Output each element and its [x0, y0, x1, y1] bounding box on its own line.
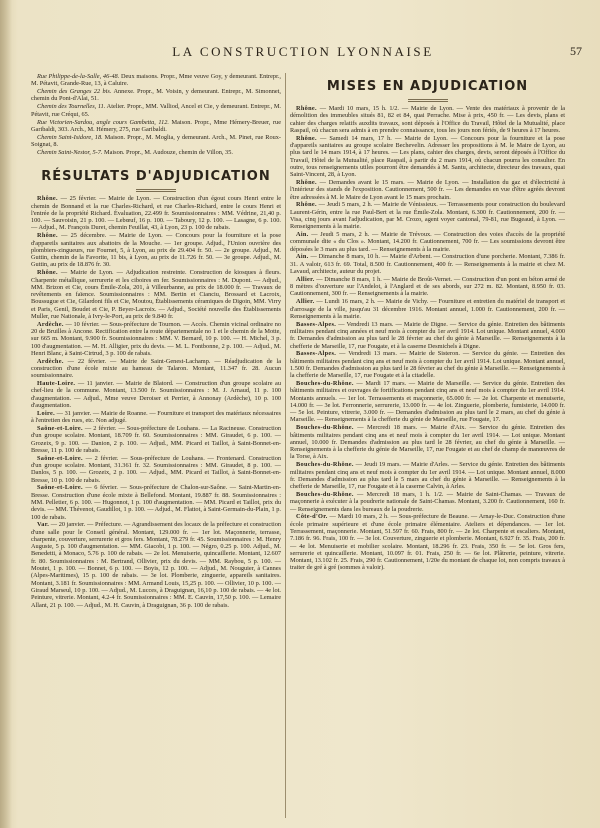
entry-text: — Dimanche 8 mars, 10 h. — Mairie d'Arbent. — Construction d'une porcherie. Montant, 7.386 fr. 31. A valoir, 613 fr. 69. Total, 8.500 fr. Cautionnement, 400 fr. — Renseignements à la mairie et chez M. Lavaud, architecte, auteur du projet.: [290, 253, 565, 276]
page-header: [24, 44, 582, 64]
entry-text: — 11 janvier. — Mairie de Blatord. — Construction d'un groupe scolaire au chef-lieu de la commune. Montant, 13.500 fr. Soumissionnaires : M. J. Arnaud, 11 p. 100 d'augmentation. — Adjud., Mme veuve Deroiser et Perrier, à Annonay (Ardèche), 10 p. 100 d'augmentation.: [31, 380, 281, 410]
list-item: [290, 201, 565, 230]
entry-place: Var.: [37, 521, 50, 529]
entry-text: — Mercredi 18 mars. — Mairie d'Aix. — Service du génie. Entretien des bâtiments militaires pendant cinq ans et neuf mois à compter du 1er avril 1914. — Lot unique. Montant annuel, 10.000 fr. Demandes d'admission au plus tard le 28 février, au chef du génie à Marseille. — Renseignements à la chefferie du génie de Marseille, 17, rue Fougate et au chef de champ de manœuvres de la Torse, à Aix.: [290, 424, 565, 461]
entry-text: Deux maisons. Propr., Mme veuve Goy, y demeurant. Entrepr., M. Pétavit, Grande-Rue, 13, à Caluire.: [31, 73, 281, 88]
list-item: [31, 425, 281, 454]
binding-shadow: [0, 0, 12, 828]
list-item: [290, 276, 565, 298]
entry-place: Rhône.: [37, 232, 58, 240]
list-item: [31, 195, 281, 231]
page-number: 57: [570, 44, 582, 58]
entry-text: — 20 janvier. — Préfecture. — Agrandissement des locaux de la préfecture et construction d'une salle pour le Conseil général. Montant, 129.000 fr. — 1er lot. Maçonnerie, terrasse, charpente, couverture, serrurerie et gros fers. Montant, 78.279 fr. 45. Soumissionnaires : M. Henry Auguste, 5 p. 100 d'augmentation. — MM. Giacobi, 1 p. 100. — Négro, 0.25 p. 100. Adjud., M. Benedetti, à Monaco, 5.76 p. 100 de rabais. — 2e lot. Menuiserie, quincaillerie. Montant, 12.607 fr. 80. Soumissionnaires : M. Bertrand, Ollivier, prix du devis. — MM. Raybou, 5 p. 100. — Moutet, 1 p. 100. — Bonnet, 6 p. 100. — Boyis, 12 p. 100. — Adjud., M. Nouguier, à Cannes (Alpes-Maritimes), 15 p. 100 de rabais. — 3e lot. Plomberie, zinguerie, appareils sanitaires. Montant, 3.181 fr. Soumissionnaires : MM. Armand Louis, 15,25 p. 100. — Ollivier, 10 p. 100. — Giraud Marseul, 10 p. 100. — Adjud., M. Lucces, à Draguignan, 16,10 p. 100 de rabais. — 4e lot. Peinture, vitrerie. Montant, 4.2-4 fr. Soumissionnaires : MM. E. Cauvin, 17,50 p. 100. — Lemaire Allant, 21 p. 100. — Adjud., M. H. Cauvin, à Draguignan, 36 p. 100 de rabais.: [31, 521, 281, 609]
entry-text: — 25 février. — Mairie de Lyon. — Construction d'un égout cours Henri entre le chemin de Bonnand et la rue Charles-Richard, et rue Charles-Richard, entre le cours Henri et l'entrée de la propriété Richard. Évaluation, 22.499 fr. Soumissionnaires : MM. Védrine, 21,40 p. 100. — Sauvoisin, 21 p. 100. — Lebœuf, 16 p. 100. — Taboury, 12 p. 100. — Lasagne, 6 p. 100. — Adjud., M. François Duret, chemin Feuillat, 43, à Lyon, 23 p. 100 de rabais.: [31, 195, 281, 232]
list-item: [290, 321, 565, 350]
list-item: [31, 134, 281, 149]
list-item: [290, 491, 565, 513]
entry-text: — 22 février. — Mairie de Saint-Genest-Lachamp. — Réadjudication de la construction d'une école mixte au hameau de Talaron. Montant, 11.347 fr. 28. Aucun soumissionnaire.: [31, 357, 281, 380]
entry-place: Bouches-du-Rhône.: [296, 490, 354, 498]
entry-place: Ardèche.: [37, 357, 64, 365]
entry-text: — Mercredi 18 mars, 1 h. 1/2. — Mairie de Saint-Chamas. — Travaux de maçonnerie à exécuter à la poudrerie nationale de Saint-Chamas. Montant, 3.200 fr. Cautionnement, 160 fr. — Renseignements dans les bureaux de la poudrerie.: [290, 490, 565, 513]
list-item: [290, 253, 565, 275]
entry-text: — 2 février. — Sous-préfecture de Louhans. — La Racineuse. Construction d'un groupe scolaire. Montant, 18.709 fr. 60. Soumissionnaires : MM. Giraudet, 6 p. 100. — Grozeix, 9 p. 100. — Danion, 2 p. 100. — Adjud., MM. Picard et Taillot, à Saint-Bonnet-en-Bresse, 11 p. 100 de rabais.: [31, 424, 281, 454]
tenders-list: [290, 105, 565, 572]
entry-place: Rhône.: [37, 269, 58, 277]
entry-place: Bouches-du-Rhône.: [296, 379, 354, 387]
entry-place: Basses-Alpes.: [296, 320, 337, 328]
journal-title: LA CONSTRUCTION LYONNAISE: [172, 44, 434, 59]
list-item: [31, 380, 281, 409]
entry-place: Bouches-du-Rhône.: [296, 424, 354, 432]
entry-place: Saône-et-Loire.: [37, 454, 83, 462]
list-item: [31, 484, 281, 520]
entry-place: Loire.: [37, 409, 55, 417]
list-item: [31, 149, 281, 156]
entry-text: — 31 janvier. — Mairie de Roanne. — Fourniture et transport des matériaux nécessaires à l'entretien des rues, etc. Non adjugé.: [31, 409, 281, 425]
entry-text: — Mardi 17 mars. — Mairie de Marseille. — Service du génie. Entretien des bâtiments militaires et ouvrages de fortifications pendant cinq ans et neuf mois à compter du 1er avril 1914. Montants annuels. — 1er lot. Terrassements et maçonnerie, 65.000 fr. — 2e lot. Charpente et menuiserie, 14.000 fr. — 3e lot. Ferronnerie, serrurerie, 13.000 fr. — 4e lot. Zinguerie, plomberie, fumisterie, 14.000 fr. — 5e lot. Peinture, vitrerie, 3.000 fr. — Demandes d'admission au plus tard le 2 mars, au chef du génie à Marseille. — Renseignements à la chefferie du génie de Marseille, rue Fougate, 17.: [290, 379, 565, 424]
list-item: [31, 358, 281, 380]
entry-text: — 10 février. — Sous-préfecture de Tournon. — Accès. Chemin vicinal ordinaire no 20 de Bruilles à Ancone. Rectification entre la route départementale no 1 et le chemin de la Motte, sur 665 m. Montant, 9.900 fr. Soumissionnaires : MM. V. Bernard, 10 p. 100. — H. Michel, 3 p. 100 d'augmentation. — M. H. Alligier, prix du devis. — M. L. Fontbonne, 2 p. 100. — Adjud., M. Henri Blanc, à Saint-Cirtrud, 3 p. 100 de rabais.: [31, 320, 281, 357]
entry-place: Allier.: [296, 298, 315, 306]
list-item: [31, 232, 281, 268]
section-rule: [136, 189, 176, 192]
entry-place: Côte-d'Or.: [296, 513, 328, 521]
list-item: [290, 350, 565, 379]
entry-text: — Demandes avant le 15 mars. — Mairie de Lyon. — Installation du gaz et d'électricité à l'intérieur des stands de l'exposition. Cautionnement, 500 fr. — Les demandes en vue d'être agréés devront être adressées à M. le Maire de Lyon avant le 15 mars prochain.: [290, 178, 565, 201]
list-item: [31, 521, 281, 609]
right-column: [290, 73, 565, 818]
list-item: [290, 298, 565, 320]
section-rule: [408, 99, 448, 102]
entry-text: — Lundi 16 mars, 2 h. — Mairie de Vichy. — Fourniture et entretien du matériel de transport et d'arrosage de la ville, jusqu'au 31 décembre 1916. Montant annuel, 1.000 fr. Cautionnement, 200 fr. — Renseignements à la mairie.: [290, 298, 565, 320]
list-item: [290, 380, 565, 424]
entry-text: — Vendredi 13 mars. — Mairie de Digne. — Service du génie. Entretien des bâtiments militaires pendant cinq années et neuf mois à compter du 1er avril 1914. Lot unique. Montant annuel, 4.000 fr. Demandes d'admission au plus tard le 28 février au chef du génie à Marseille. — Renseignements à la chefferie de Marseille, 17, rue Fougate, et à la caserne Desmichels à Digne.: [290, 320, 565, 350]
entry-text: — Dimanche 8 mars, 1 h. — Mairie de Broût-Vernet. — Construction d'un pont en béton armé de 8 mètres d'ouverture sur l'Andelot, à l'Anglard et de ses abords, sur 272 m. 82. Montant, 8.950 fr. 03. Cautionnement, 300 fr. — Renseignements à la mairie.: [290, 275, 565, 298]
list-item: [290, 135, 565, 179]
results-section-title: RÉSULTATS D'ADJUDICATION: [41, 169, 271, 185]
list-item: [290, 424, 565, 460]
entry-place: Ain.: [296, 231, 309, 239]
entry-place: Saône-et-Loire.: [37, 424, 83, 432]
address-lead: Chemin Saint-Isidore, 18.: [37, 133, 103, 141]
entry-place: Allier.: [296, 275, 315, 283]
list-item: [31, 410, 281, 425]
list-item: [31, 103, 281, 118]
entry-text: — Mairie de Lyon. — Adjudication restreinte. Construction de kiosques à fleurs. Charpente métallique, serrurerie et les ciboires en fer. Soumissionnaires : M. Dupont. — Adjud., MM. Brizon et Cie, cours Émile-Zola, 201, à Villeurbanne, au prix de 18.000 fr. — Travaux de revêtements en faïence. Soumissionnaires : MM. Bertin et Cianciu, Brossard et Lacroix, Boussugue et Cie, Gilardoni fils et Cie, Moutou, Établissements céramiques de Digoin, MM. Virry et Paris, Genil, Boudet et Cie, P. Beyer-Lacroix. — Adjud., Société nouvelle des Établissements Muller, rue Nationale, à Ivry-le-Port, au prix de 9.840 fr.: [31, 269, 281, 320]
left-column: [31, 73, 281, 818]
entry-text: — 2 février. — Sous-préfecture de Louhans. — Frontenard. Construction d'un groupe scolaire. Montant, 31.361 fr. 32. Soumissionnaires : MM. Giraudet, 8 p. 100. — Danlos, 5 p. 100. — Grozeix, 2 p. 100. — Adjud., MM. Picard et Taillot, à Saint-Bonnet-en-Bresse, 10 p. 100 de rabais.: [31, 454, 281, 484]
entry-text: — 25 décembre. — Mairie de Lyon. — Concours pour la fourniture et la pose d'appareils sanitaires aux abattoirs de la Mouche. — 1er groupe. Adjud., l'Union ouvrière des plombiers-zingueurs, rue Fournet, 5, à Lyon, au prix de 29.404 fr. 50. — 2e groupe. Adjud., M. Guttin, chemin de la Favorite, 11 bis, à Lyon, au prix de 11.726 fr. 50. — 3e groupe. Adjud., M. Guttin, au prix de 18.876 fr. 30.: [31, 232, 281, 269]
entry-text: Maison. Propr., Mme Hémery-Breuer, rue Garibaldi, 303. Arch., M. Hémery, 275, rue Garibaldi.: [31, 118, 281, 133]
list-item: [31, 455, 281, 484]
entry-place: Rhône.: [37, 195, 58, 203]
list-item: [31, 88, 281, 103]
entry-text: — Jeudi 5 mars, 2 h. — Mairie de Trévoux. — Construction des voies d'accès de la propriété communale dite « du Clos ». Montant, 14.200 fr. Cautionnement, 700 fr. — Les soumissions devront être déposées le 3 mars au plus tard. — Renseignements à la mairie.: [290, 231, 565, 253]
entry-place: Rhône.: [296, 105, 317, 112]
tenders-section-title: MISES EN ADJUDICATION: [326, 79, 529, 94]
list-item: [31, 269, 281, 320]
address-lead: Chemin Saint-Nestor, 5-7.: [37, 148, 103, 156]
construction-permits-list: [31, 73, 281, 156]
address-lead: Chemin des Granges 22 bis.: [37, 88, 112, 96]
address-lead: Rue Philippe-de-la-Salle, 46-48.: [37, 73, 120, 80]
entry-place: Bouches-du-Rhône.: [296, 461, 354, 469]
entry-text: — 6 février. — Sous-préfecture de Chalon-sur-Saône. — Saint-Martin-en-Bresse. Construction d'une école mixte à Bellefond. Montant, 19.887 fr. 88. Soumissionnaires : MM. Pelletier, 6 p. 100. — Hugonnot, 1 p. 100 d'augmentation. — MM. Picard et Taillot, prix du devis. — MM. Thévenot, Gaudillot, 1 p. 100. — Adjud., M. Flattot, à Saint-Germain-du-Plain, 1 p. 100 de rabais.: [31, 484, 281, 521]
entry-place: Ain.: [296, 253, 309, 261]
entry-text: — Jeudi 5 mars, 2 h. — Mairie de Vénissieux. — Terrassements pour construction du boulevard Laurent-Gérin, entre la rue Paul-Bert et la rue Émile-Zola. Montant, 6.300 fr. Cautionnement, 200 fr. — Visa, cinq jours avant l'adjudication, par M. Crozo, agent voyer cantonal, 79-81, rue Bugeaud, à Lyon. — Renseignements à la mairie.: [290, 201, 565, 231]
list-item: [290, 179, 565, 201]
results-list: [31, 195, 281, 609]
entry-place: Rhône.: [296, 178, 317, 186]
entry-text: Maison. Propr., M. Moglia, y demeurant. Arch., M. Pinet, rue Roux-Soignat, 8.: [31, 133, 281, 149]
list-item: [31, 73, 281, 88]
entry-text: — Samedi 14 mars, 17 h. — Mairie de Lyon. — Concours pour la fourniture et la pose d'appareils sanitaires au groupe scolaire Bechevelin. Adresser les propositions à M. le Maire de Lyon, au plus tard le 14 mars 1914, à 17 heures. — Les plans, cahier des charges, devis, seront déposés à l'Office du Travail, Hôtel de la Mutualité, place Raspail, à partir du 2 mars 1914, où chacun pourra les consulter. En outre, tous renseignements utiles pourront être demandés à M. Santu, architecte, directeur des travaux, quai Saint-Vincent, 28, à Lyon.: [290, 134, 565, 179]
entry-text: — Jeudi 19 mars. — Mairie d'Arles. — Service du génie. Entretien des bâtiments militaires pendant cinq ans et neuf mois à compter du 1er avril 1914. — Lot unique. Montant annuel, 8.000 fr. Demandes d'admission au plus tard le 5 mars au chef du génie à Marseille. — Renseignements à la chefferie de Marseille, 17, rue Fougate et à la caserne Calvin, à Arles.: [290, 461, 565, 491]
list-item: [290, 461, 565, 490]
list-item: [290, 231, 565, 253]
list-item: [31, 119, 281, 134]
entry-place: Rhône.: [296, 201, 317, 209]
address-lead: Chemin des Tournelles, 11.: [37, 103, 106, 111]
entry-place: Haute-Loire.: [37, 380, 76, 388]
entry-text: — Mardi 10 mars, 15 h. 1/2. — Mairie de Lyon. — Vente des matériaux à provenir de la démolition des immeubles situés 81, 82 et 84, quai Perrache. Mise à prix, 450 fr. — Les devis, plans et cahier des charges relatifs auxdits travaux, sont déposés à l'Office du Travail, Hôtel de la Mutualité, place Raspail, où chacun sera admis à en prendre connaissance, tous les jours non fériés, de 9 heures à 17 heures.: [290, 105, 565, 134]
list-item: [290, 105, 565, 134]
entry-text: Atelier. Propr., MM. Valliod, Ancel et Cie, y demeurant. Entrepr., M. Pétavit, rue Créqui, 65.: [31, 103, 281, 118]
list-item: [31, 321, 281, 357]
entry-place: Basses-Alpes.: [296, 350, 337, 358]
entry-text: Maison. Propr., M. Audouze, chemin de Villon, 35.: [102, 148, 233, 156]
address-lead: Rue Victorien-Sardou, angle cours Gambetta, 112.: [37, 118, 169, 126]
column-divider: [285, 73, 286, 818]
entry-place: Rhône.: [296, 134, 317, 142]
list-item: [290, 513, 565, 571]
entry-text: — Mardi 10 mars, 2 h. — Sous-préfecture de Beaune. — Arnay-le-Duc. Construction d'une école primaire supérieure et d'une école primaire élémentaire. Ateliers et dépendances. — 1er lot. Terrassement, maçonnerie. Montant, 51.597 fr. 60. Frais, 800 fr. — 2e lot. Charpente et escaliers. Montant, 7.186 fr. 96. Frais, 100 fr. — 3e lot. Couverture, zinguerie et plomberie. Montant, 6.927 fr. 35. Frais, 200 fr. — 4e lot. Menuiserie et mobilier scolaire. Montant, 18.296 fr. 23. Frais, 350 fr. — 5e lot. Gros fers, serrurerie et quincaillerie. Montant, 10.097 fr. 01. Frais, 250 fr. — 6e lot. Plâtrerie, peinture, vitrerie. Montant, 13.102 fr. 25. Frais, 290 fr. Cautionnement, 1/20e du montant de chaque lot, non compris travaux à traiter de gré à gré (sommes à valoir).: [290, 513, 565, 572]
entry-text: Annexe. Propr., M. Voisin, y demeurant. Entrepr., M. Simonnet, chemin du Pont-d'Alai, 51.: [31, 88, 281, 103]
entry-place: Ardèche.: [37, 320, 64, 328]
entry-text: — Vendredi 13 mars. — Mairie de Sisteron. — Service du génie. — Entretien des bâtiments militaires pendant cinq ans et neuf mois à compter du 1er avril 1914. Lot unique. Montant annuel, 1.500 fr. Demandes d'admission au plus tard le 28 février au chef du génie à Marseille. — Renseignements à la chefferie de Marseille, 17, rue Fougate et à la citadelle.: [290, 350, 565, 380]
entry-place: Saône-et-Loire.: [37, 484, 83, 492]
